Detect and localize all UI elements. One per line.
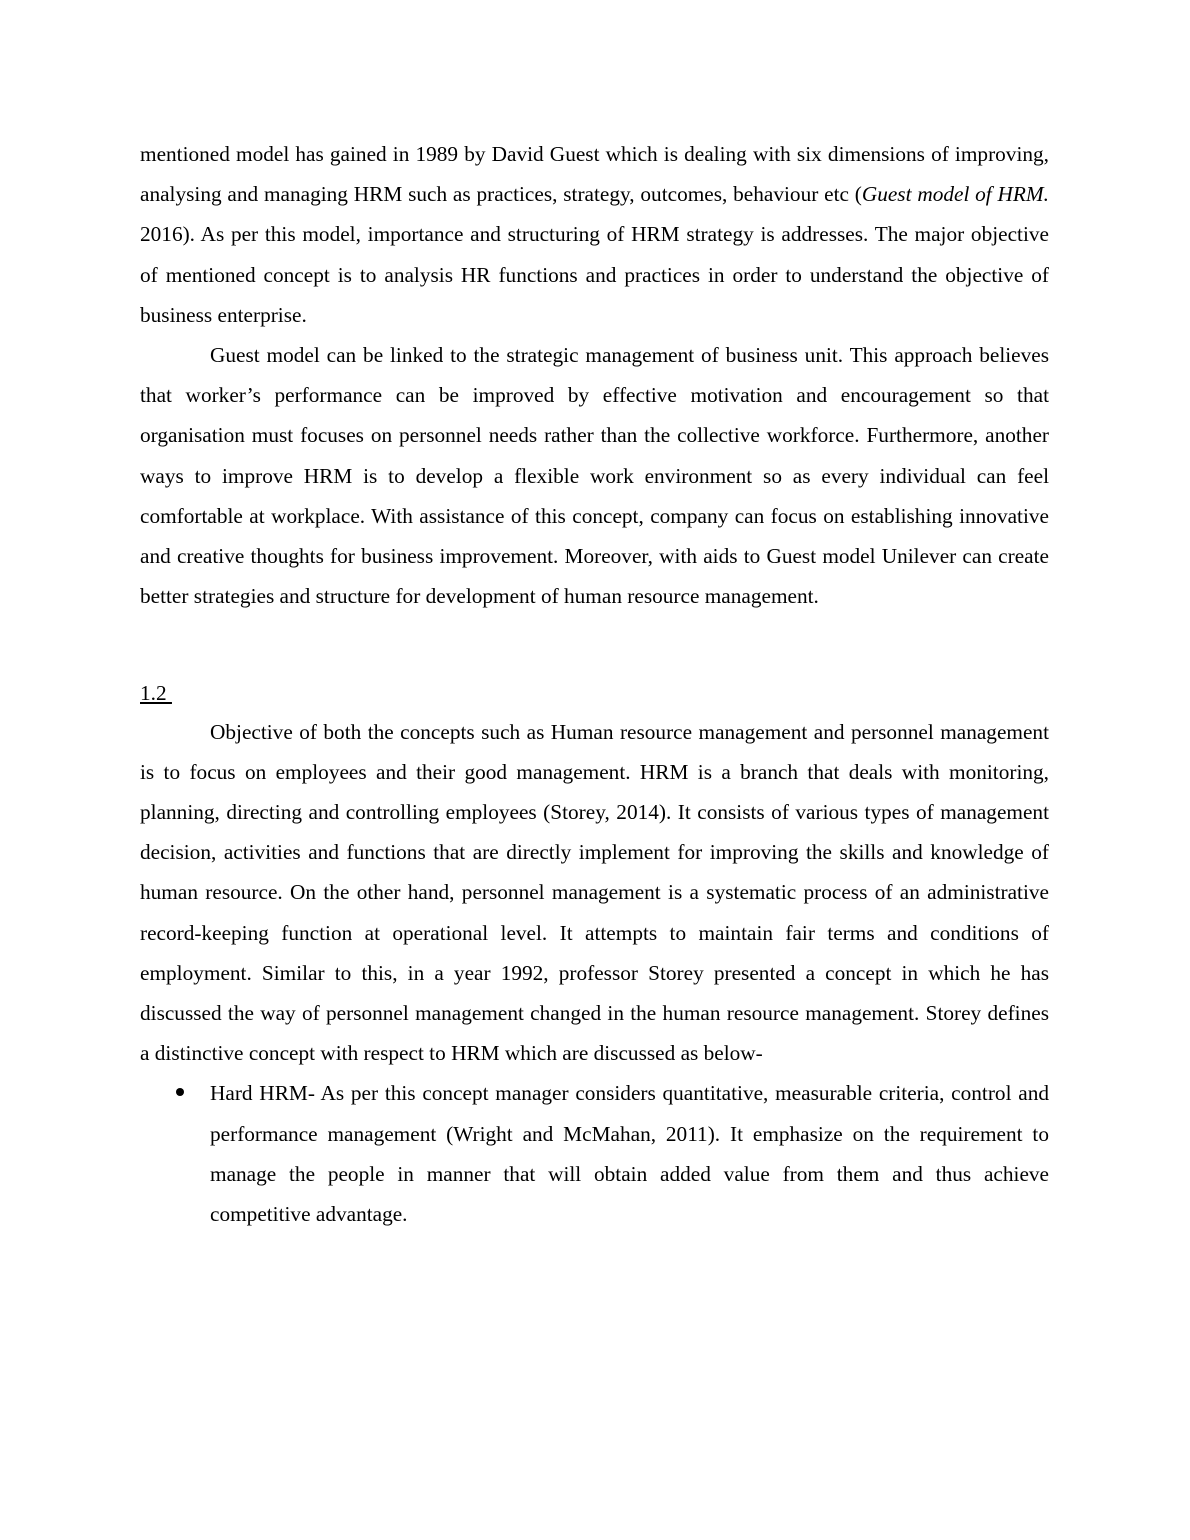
section-heading: 1.2 bbox=[140, 681, 172, 706]
paragraph-hrm-vs-personnel: Objective of both the concepts such as Human resource management and personnel management is to focus on employees and their good management. HRM is a branch that deals with monitoring, planning, directing and controlling employees (Storey, 2014). It consists of various types of management decision, activities and functions that are directly implement for improving the skills and knowledge of human resource. On the other hand, personnel management is a systematic process of an administrative record-keeping function at operational level. It attempts to maintain fair terms and conditions of employment. Similar to this, in a year 1992, professor Storey presented a concept in which he has discussed the way of personnel management changed in the human resource management. Storey defines a distinctive concept with respect to HRM which are discussed as below- bbox=[140, 719, 1049, 1066]
bullet-list bbox=[140, 1073, 1049, 1234]
paragraph-text: 2016). As per this model, importance and structuring of HRM strategy is addresses. The major objective of mentioned concept is to analysis HR functions and practices in order to understand the objective of business enterprise. bbox=[140, 222, 1049, 327]
paragraph-text: mentioned model has gained in 1989 by David Guest which is dealing with six dimensions of improving, analysing and managing HRM such as practices, strategy, outcomes, behaviour etc ( bbox=[140, 142, 1049, 207]
paragraph-guest-model-intro bbox=[140, 134, 1049, 335]
citation-italic: Guest model of HRM. bbox=[861, 182, 1049, 207]
bullet-icon bbox=[176, 1088, 184, 1096]
document-page bbox=[140, 134, 1049, 1234]
list-item-text: Hard HRM- As per this concept manager considers quantitative, measurable criteria, control and performance management (Wright and McMahan, 2011). It emphasize on the requirement to manage the people in manner that will obtain added value from them and thus achieve competitive advantage. bbox=[210, 1081, 1049, 1227]
paragraph-guest-model-strategy: Guest model can be linked to the strategic management of business unit. This approach believes that worker’s performance can be improved by effective motivation and encouragement so that organisation must focuses on personnel needs rather than the collective workforce. Furthermore, another ways to improve HRM is to develop a flexible work environment so as every individual can feel comfortable at workplace. With assistance of this concept, company can focus on establishing innovative and creative thoughts for business improvement. Moreover, with aids to Guest model Unilever can create better strategies and structure for development of human resource management. bbox=[140, 343, 1049, 609]
list-item bbox=[140, 1073, 1049, 1234]
